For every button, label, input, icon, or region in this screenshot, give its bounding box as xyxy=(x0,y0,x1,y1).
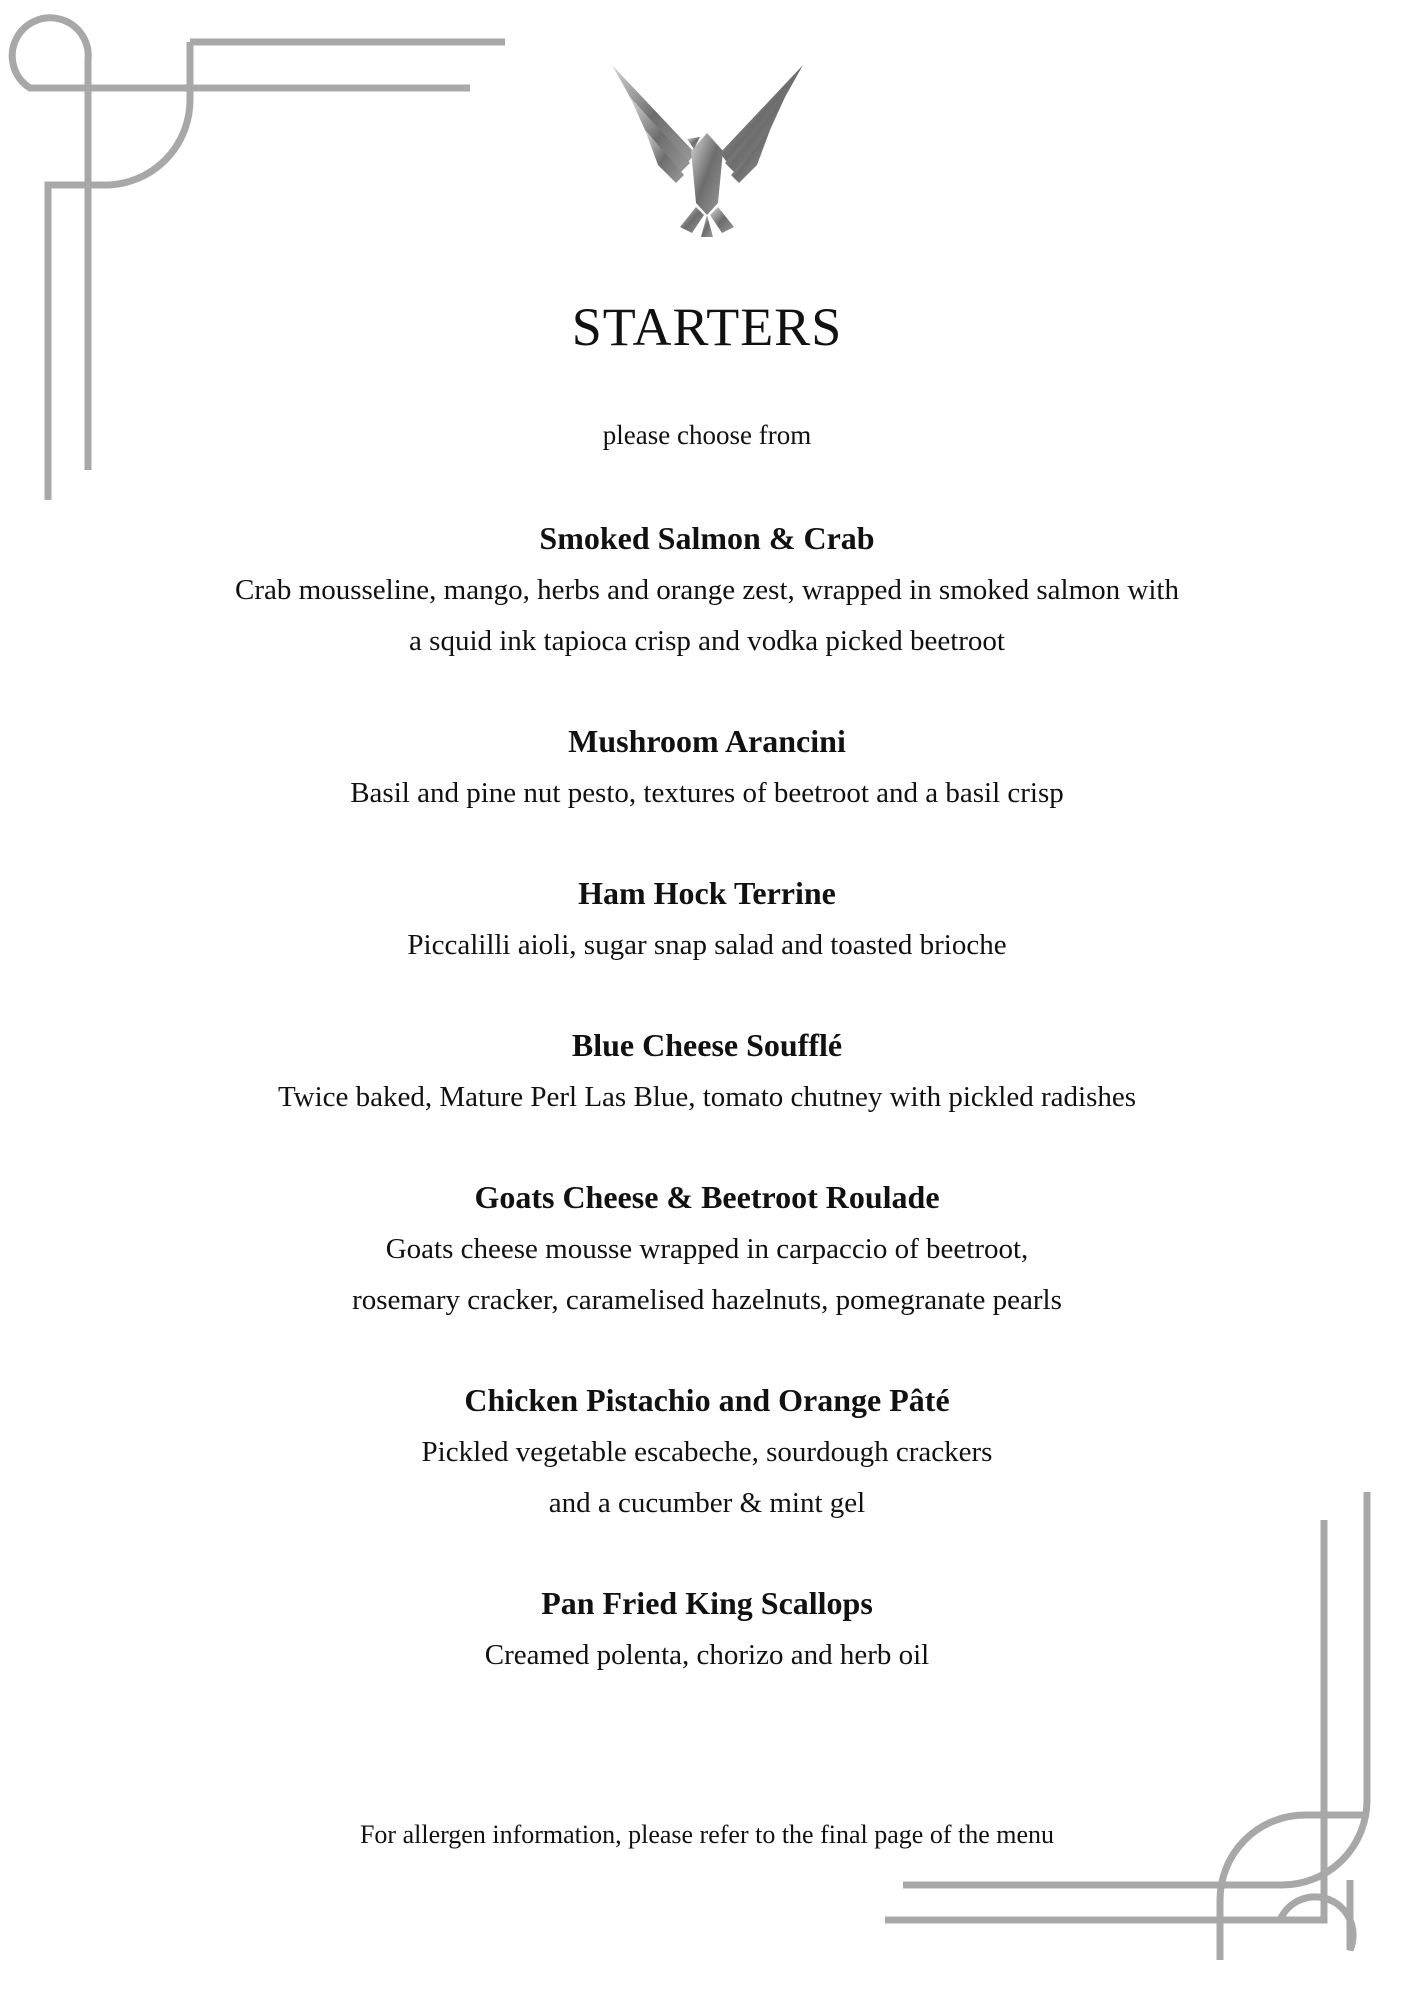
dish-item xyxy=(0,870,1414,971)
dish-description: Pickled vegetable escabeche, sourdough crackers xyxy=(421,1436,993,1468)
dish-name: Mushroom Arancini xyxy=(568,723,846,759)
allergen-note: For allergen information, please refer to the final page of the menu xyxy=(359,1820,1055,1849)
dish-description: Creamed polenta, chorizo and herb oil xyxy=(484,1639,930,1671)
dish-name: Goats Cheese & Beetroot Roulade xyxy=(474,1179,940,1215)
dish-name: Blue Cheese Soufflé xyxy=(571,1027,843,1063)
dish-description: Crab mousseline, mango, herbs and orange zest, wrapped in smoked salmon with xyxy=(235,574,1179,606)
dish-description: Goats cheese mousse wrapped in carpaccio of beetroot, xyxy=(385,1233,1029,1265)
dish-description: a squid ink tapioca crisp and vodka picked beetroot xyxy=(409,625,1005,657)
dish-description: Twice baked, Mature Perl Las Blue, tomato chutney with pickled radishes xyxy=(277,1081,1137,1113)
dish-list xyxy=(0,515,1414,1732)
eagle-logo xyxy=(600,55,815,240)
dish-item xyxy=(0,718,1414,819)
dish-name: Chicken Pistachio and Orange Pâté xyxy=(464,1382,950,1418)
dish-item xyxy=(0,1580,1414,1681)
page-title: STARTERS xyxy=(571,297,843,357)
dish-name: Smoked Salmon & Crab xyxy=(539,520,875,556)
dish-name: Ham Hock Terrine xyxy=(578,875,836,911)
dish-description: and a cucumber & mint gel xyxy=(548,1487,866,1519)
dish-item xyxy=(0,515,1414,667)
dish-description: Basil and pine nut pesto, textures of beetroot and a basil crisp xyxy=(350,777,1064,809)
dish-item xyxy=(0,1022,1414,1123)
dish-description: Piccalilli aioli, sugar snap salad and toasted brioche xyxy=(407,929,1007,961)
dish-item xyxy=(0,1377,1414,1529)
page-subtitle: please choose from xyxy=(602,420,812,450)
dish-description: rosemary cracker, caramelised hazelnuts, pomegranate pearls xyxy=(352,1284,1062,1316)
eagle-icon xyxy=(600,55,815,240)
dish-name: Pan Fried King Scallops xyxy=(541,1585,873,1621)
dish-item xyxy=(0,1174,1414,1326)
